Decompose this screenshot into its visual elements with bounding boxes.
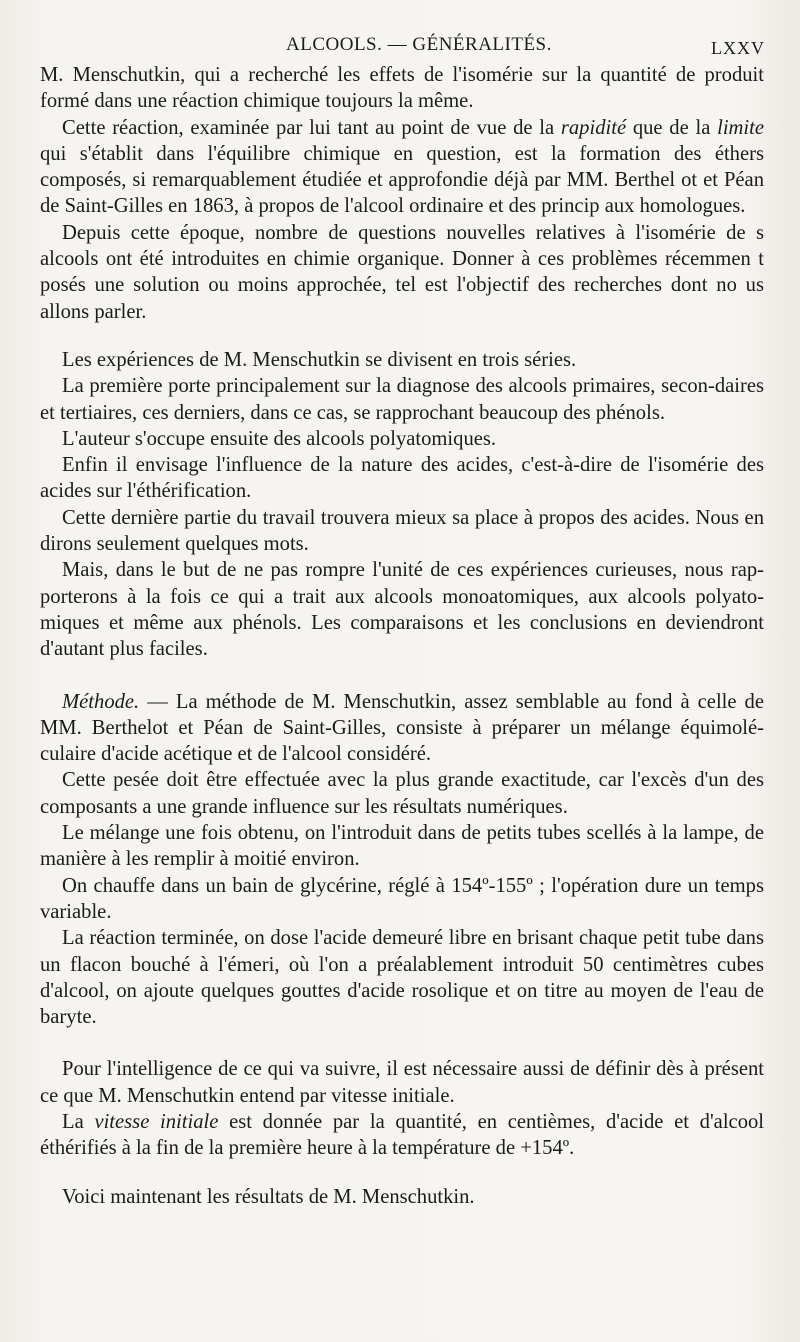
paragraph: Voici maintenant les résultats de M. Menschutkin. xyxy=(62,1185,475,1208)
paragraph: Depuis cette époque, nombre de questions nouvelles relatives à l'isomérie de s alcools ont été introduites en chimie organique. Donner à ces problèmes récemmen t posés une solution ou moins approchée, tel est l'objectif des recherches dont no us allons parler. xyxy=(40,221,764,323)
paragraph: Le mélange une fois obtenu, on l'introduit dans de petits tubes scellés à la lampe, de manière à les remplir à moitié environ. xyxy=(40,822,764,871)
paragraph: Mais, dans le but de ne pas rompre l'unité de ces expériences curieuses, nous rap-porterons à la fois ce qui a trait aux alcools monoatomiques, aux alcools polyato-miques et même aux phénols. Les comparaisons et les conclusions en deviendront d'autant plus faciles. xyxy=(40,559,764,661)
paragraph: Pour l'intelligence de ce qui va suivre, il est nécessaire aussi de définir dès à présent ce que M. Menschutkin entend par vitesse initiale. xyxy=(40,1058,764,1107)
paragraph: Cette dernière partie du travail trouvera mieux sa place à propos des acides. Nous en dirons seulement quelques mots. xyxy=(40,506,764,556)
paragraph: Les expériences de M. Menschutkin se divisent en trois séries. xyxy=(62,348,577,371)
page-number: LXXV xyxy=(711,38,765,58)
emphasis: rapidité xyxy=(560,116,627,139)
paragraph: La vitesse initiale est donnée par la quantité, en centièmes, d'acide et d'alcool éthérifiés à la fin de la première heure à la température de +154º. xyxy=(40,1110,765,1160)
paragraph: Méthode. — La méthode de M. Menschutkin, assez semblable au fond à celle de MM. Berthelot et Péan de Saint-Gilles, consiste à préparer un mélange équimolé-culaire d'acide acétique et de l'alcool considéré. xyxy=(40,690,764,766)
paragraph: La première porte principalement sur la diagnose des alcools primaires, secon-daires et tertiaires, ces derniers, dans ce cas, se rapprochant beaucoup des phénols. xyxy=(40,375,764,424)
page-body xyxy=(40,62,764,1210)
running-head: ALCOOLS. — GÉNÉRALITÉS. xyxy=(286,34,552,55)
paragraph: La réaction terminée, on dose l'acide demeuré libre en brisant chaque petit tube dans un flacon bouché à l'émeri, où l'on a préalablement introduit 50 centimètres cubes d'alcool, on ajoute quelques gouttes d'acide rosolique et on titre au moyen de l'eau de baryte. xyxy=(40,927,764,1029)
emphasis: limite xyxy=(717,116,764,139)
page-header xyxy=(0,30,800,60)
paragraph: Enfin il envisage l'influence de la nature des acides, c'est-à-dire de l'isomérie des acides sur l'éthérification. xyxy=(40,454,764,503)
emphasis: vitesse initiale xyxy=(94,1110,219,1133)
paragraph: L'auteur s'occupe ensuite des alcools polyatomiques. xyxy=(62,427,497,450)
paragraph: Cette réaction, examinée par lui tant au point de vue de la rapidité que de la limite qui s'établit dans l'équilibre chimique en question, est la formation des éthers composés, si remarquablement étudiée et approfondie déjà par MM. Berthel ot et Péan de Saint-Gilles en 1863, à propos de l'alcool ordinaire et des princip aux homologues. xyxy=(40,116,764,218)
paragraph: M. Menschutkin, qui a recherché les effets de l'isomérie sur la quantité de produit formé dans une réaction chimique toujours la même. xyxy=(40,64,764,113)
paragraph: Cette pesée doit être effectuée avec la plus grande exactitude, car l'excès d'un des composants a une grande influence sur les résultats numériques. xyxy=(40,769,764,818)
section-heading: Méthode. xyxy=(62,690,140,713)
paragraph: On chauffe dans un bain de glycérine, réglé à 154º-155º ; l'opération dure un temps variable. xyxy=(40,874,764,923)
